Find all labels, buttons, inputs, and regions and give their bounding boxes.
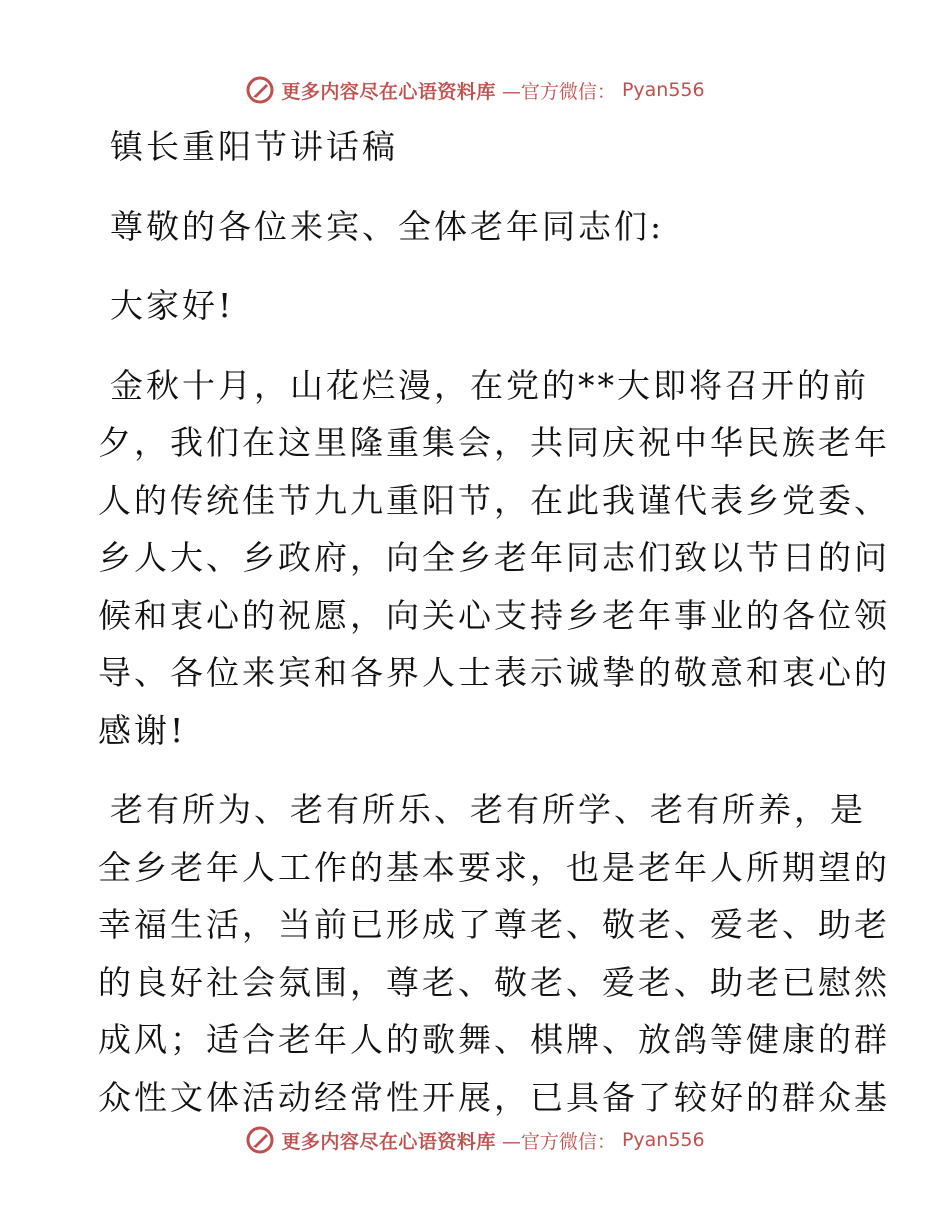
watermark-text: 更多内容尽在心语资料库 (281, 80, 496, 103)
watermark-separator: —官方微信： (501, 80, 616, 103)
paragraph-line: 众性文体活动经常性开展，已具备了较好的群众基 (98, 1077, 890, 1117)
paragraph-line: 导、各位来宾和各界人士表示诚挚的敬意和衷心的 (98, 653, 890, 692)
paragraph-line: 的良好社会氛围，尊老、敬老、爱老、助老已慰然 (98, 962, 890, 1002)
paragraph-line: 乡人大、乡政府，向全乡老年同志们致以节日的问 (98, 538, 890, 577)
paragraph-line: 候和衷心的祝愿，向关心支持乡老年事业的各位领 (98, 595, 890, 635)
paragraph-line: 成风；适合老年人的歌舞、棋牌、放鸽等健康的群 (98, 1020, 890, 1059)
paragraph-1 (98, 357, 890, 760)
salutation: 尊敬的各位来宾、全体老年同志们: (110, 206, 665, 246)
footer-watermark (0, 1122, 950, 1158)
watermark-account: Pyan556 (621, 79, 705, 101)
paragraph-line: 金秋十月，山花烂漫，在党的**大即将召开的前 (110, 365, 869, 405)
paragraph-2 (98, 781, 890, 1126)
paragraph-line: 夕，我们在这里隆重集会，共同庆祝中华民族老年 (98, 423, 890, 462)
paragraph-line: 感谢! (98, 710, 187, 750)
paragraph-line: 全乡老年人工作的基本要求，也是老年人所期望的 (98, 847, 890, 887)
header-watermark (0, 72, 950, 108)
paragraph-line: 幸福生活，当前已形成了尊老、敬老、爱老、助老 (98, 905, 890, 944)
quill-logo-icon (245, 75, 275, 105)
paragraph-line: 老有所为、老有所乐、老有所学、老有所养，是 (110, 790, 866, 829)
document-body (98, 118, 890, 1126)
document-title: 镇长重阳节讲话稿 (110, 127, 398, 166)
greeting: 大家好! (110, 286, 235, 325)
paragraph-line: 人的传统佳节九九重阳节，在此我谨代表乡党委、 (98, 480, 890, 520)
watermark-account: Pyan556 (621, 1129, 705, 1151)
quill-logo-icon (245, 1125, 275, 1155)
watermark-text: 更多内容尽在心语资料库 (281, 1130, 496, 1153)
watermark-separator: —官方微信： (501, 1130, 616, 1153)
